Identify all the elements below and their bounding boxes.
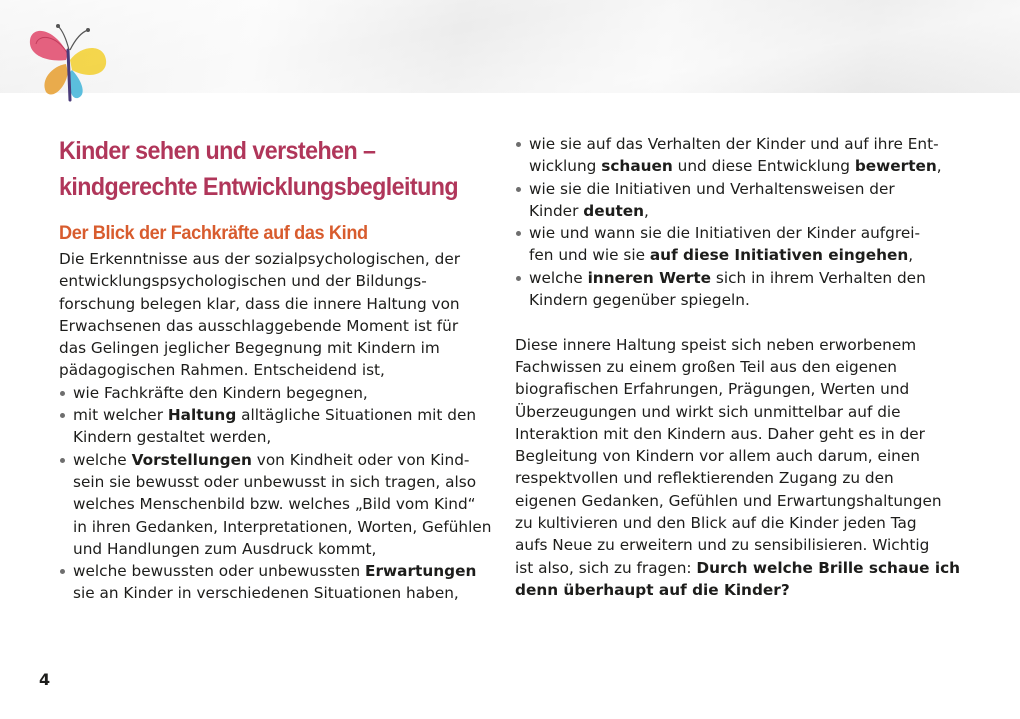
text-line: zu kultivieren und den Blick auf die Kinder jeden Tag — [515, 514, 917, 533]
butterfly-drawing-icon — [22, 14, 114, 106]
page-title — [59, 133, 459, 205]
bullet-continuation: sie an Kinder in verschiedenen Situationen haben, — [73, 584, 459, 603]
bullet-continuation: Kindern gestaltet werden, — [73, 428, 272, 447]
section-subtitle: Der Blick der Fachkräfte auf das Kind — [59, 222, 368, 244]
text-line: Diese innere Haltung speist sich neben erworbenem — [515, 335, 917, 354]
text-line: eigenen Gedanken, Gefühlen und Erwartungshaltungen — [515, 491, 942, 510]
header-band — [0, 0, 1020, 93]
bullet-item: wie sie auf das Verhalten der Kinder und auf ihre Ent- — [515, 133, 955, 155]
bullet-item: welche Vorstellungen von Kindheit oder von Kind- — [59, 449, 489, 471]
text-line: ist also, sich zu fragen: Durch welche Brille schaue ich — [515, 558, 961, 577]
text-line: Die Erkenntnisse aus der sozialpsychologischen, der — [59, 250, 461, 268]
text-line: Erwachsenen das ausschlaggebende Moment ist für — [59, 316, 459, 335]
text-line: das Gelingen jeglicher Begegnung mit Kindern im — [59, 339, 440, 358]
text-line: aufs Neue zu erweitern und zu sensibilisieren. Wichtig — [515, 536, 930, 555]
text-line: denn überhaupt auf die Kinder? — [515, 580, 790, 599]
text-line: entwicklungspsychologischen und der Bildungs- — [59, 272, 427, 291]
title-line-1: Kinder sehen und verstehen – — [59, 137, 376, 165]
bullet-continuation: wicklung schauen und diese Entwicklung bewerten, — [529, 157, 942, 176]
bullet-continuation: und Handlungen zum Ausdruck kommt, — [73, 539, 377, 558]
bullet-continuation: Kinder deuten, — [529, 201, 649, 220]
title-line-2: kindgerechte Entwicklungsbegleitung — [59, 173, 459, 201]
text-line: biografischen Erfahrungen, Prägungen, Werten und — [515, 380, 910, 399]
text-line: Fachwissen zu einem großen Teil aus den eigenen — [515, 357, 897, 376]
bullet-continuation: in ihren Gedanken, Interpretationen, Worten, Gefühlen — [73, 517, 492, 536]
right-column — [515, 133, 961, 601]
text-line: pädagogischen Rahmen. Entscheidend ist, — [59, 361, 385, 380]
closing-paragraph — [515, 334, 961, 602]
bullet-item: wie und wann sie die Initiativen der Kinder aufgrei- — [515, 222, 955, 244]
bullet-item: welche bewussten oder unbewussten Erwartungen — [59, 560, 489, 582]
left-column — [59, 133, 492, 605]
text-line: Begleitung von Kindern vor allem auch darum, einen — [515, 447, 920, 466]
bullet-continuation: Kindern gegenüber spiegeln. — [529, 291, 750, 310]
text-line: Interaktion mit den Kindern aus. Daher geht es in der — [515, 424, 925, 443]
text-line: respektvollen und reflektierenden Zugang zu den — [515, 469, 894, 488]
paragraph-gap — [515, 311, 955, 333]
text-line: forschung belegen klar, dass die innere Haltung von — [59, 294, 460, 313]
bullet-continuation: sein sie bewusst oder unbewusst in sich tragen, also — [73, 472, 477, 491]
bullet-continuation: welches Menschenbild bzw. welches „Bild vom Kind“ — [73, 495, 476, 514]
text-line: Überzeugungen und wirkt sich unmittelbar auf die — [515, 402, 901, 421]
intro-paragraph — [59, 248, 489, 382]
bullet-item: wie sie die Initiativen und Verhaltensweisen der — [515, 178, 955, 200]
bullet-item: mit welcher Haltung alltägliche Situationen mit den — [59, 404, 489, 426]
bullet-item: wie Fachkräfte den Kindern begegnen, — [59, 382, 489, 404]
page-number: 4 — [39, 670, 51, 689]
bullet-item: welche inneren Werte sich in ihrem Verhalten den — [515, 267, 955, 289]
bullet-continuation: fen und wie sie auf diese Initiativen eingehen, — [529, 246, 914, 265]
